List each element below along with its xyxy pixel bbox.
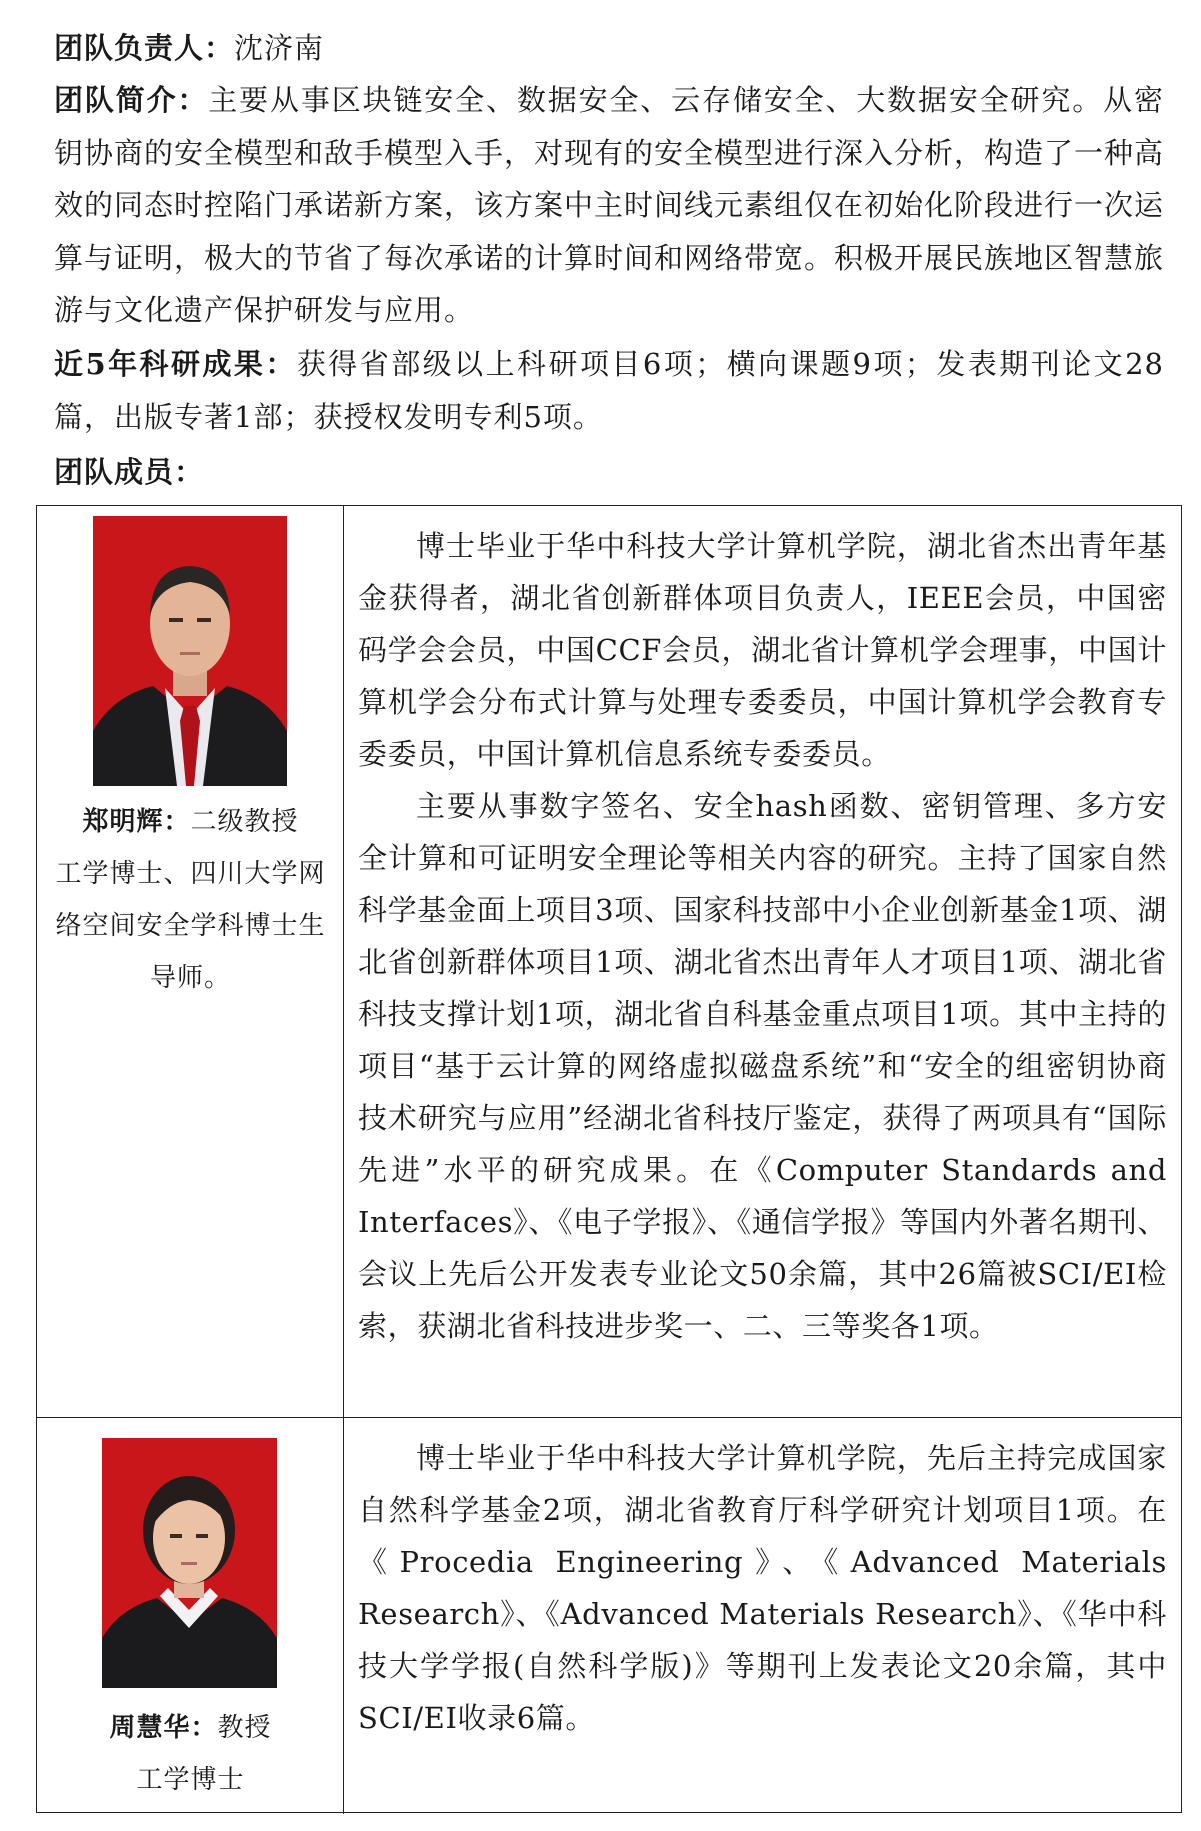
team-intro-paragraph [54,74,1164,337]
member-row [37,506,1181,1418]
member-photo [102,1438,277,1688]
team-members-label: 团队成员： [54,455,205,489]
team-intro-label: 团队简介： [54,83,209,117]
members-table [36,505,1182,1813]
member-name: 周慧华： [109,1713,218,1743]
member-caption-rest: 工学博士、四川大学网络空间安全学科博士生导师。 [55,859,326,993]
member-bio-paragraph: 主要从事数字签名、安全hash函数、密钥管理、多方安全计算和可证明安全理论等相关内容的研究。主持了国家自然科学基金面上项目3项、国家科技部中小企业创新基金1项、湖北省创新群体项目1项、湖北省杰出青年人才项目1项、湖北省科技支撑计划1项，湖北省自科基金重点项目1项。其中主持的项目“基于云计算的网络虚拟磁盘系统”和“安全的组密钥协商技术研究与应用”经湖北省科技厅鉴定，获得了两项具有“国际先进”水平的研究成果。在《Computer Standards and Interfaces》、《电子学报》、《通信学报》等国内外著名期刊、会议上先后公开发表专业论文50余篇，其中26篇被SCI/EI检索，获湖北省科技进步奖一、二、三等奖各1项。 [358,789,1167,1343]
team-leader-name: 沈济南 [234,31,325,65]
member-info-cell [37,1418,344,1814]
team-achievements-paragraph [54,338,1164,443]
member-caption [43,796,338,1004]
member-bio-paragraph: 博士毕业于华中科技大学计算机学院，湖北省杰出青年基金获得者，湖北省创新群体项目负责人，IEEE会员，中国密码学会会员，中国CCF会员，湖北省计算机学会理事，中国计算机学会分布式计算与处理专委委员，中国计算机学会教育专委委员，中国计算机信息系统专委委员。 [358,529,1167,771]
member-bio-cell [344,506,1181,1417]
member-info-cell [37,506,344,1417]
team-leader-label: 团队负责人： [54,31,235,65]
member-title: 教授 [217,1713,272,1743]
member-name: 郑明辉： [82,807,191,837]
team-achievements-text: 获得省部级以上科研项目6项；横向课题9项；发表期刊论文28篇，出版专著1部；获授权发明专利5项。 [54,347,1164,434]
member-caption [43,1702,338,1806]
team-members-line [54,446,1164,498]
team-achievements-label: 近5年科研成果： [54,347,297,381]
member-photo [93,516,287,786]
team-intro-text: 主要从事区块链安全、数据安全、云存储安全、大数据安全研究。从密钥协商的安全模型和敌手模型入手，对现有的安全模型进行深入分析，构造了一种高效的同态时控陷门承诺新方案，该方案中主时间线元素组仅在初始化阶段进行一次运算与证明，极大的节省了每次承诺的计算时间和网络带宽。积极开展民族地区智慧旅游与文化遗产保护研发与应用。 [54,83,1165,327]
male-portrait-icon [93,516,287,786]
member-bio-paragraph: 博士毕业于华中科技大学计算机学院，先后主持完成国家自然科学基金2项，湖北省教育厅科学研究计划项目1项。在《Procedia Engineering》、《Advanced Materials Research》、《Advanced Materials Research》、《华中科技大学学报(自然科学版)》等期刊上发表论文20余篇，其中SCI/EI收录6篇。 [358,1441,1167,1735]
member-title: 二级教授 [190,807,299,837]
member-caption-rest: 工学博士 [136,1765,245,1795]
member-row [37,1418,1181,1814]
female-portrait-icon [102,1438,277,1688]
team-leader-line [54,22,1164,74]
member-bio-cell [344,1418,1181,1814]
